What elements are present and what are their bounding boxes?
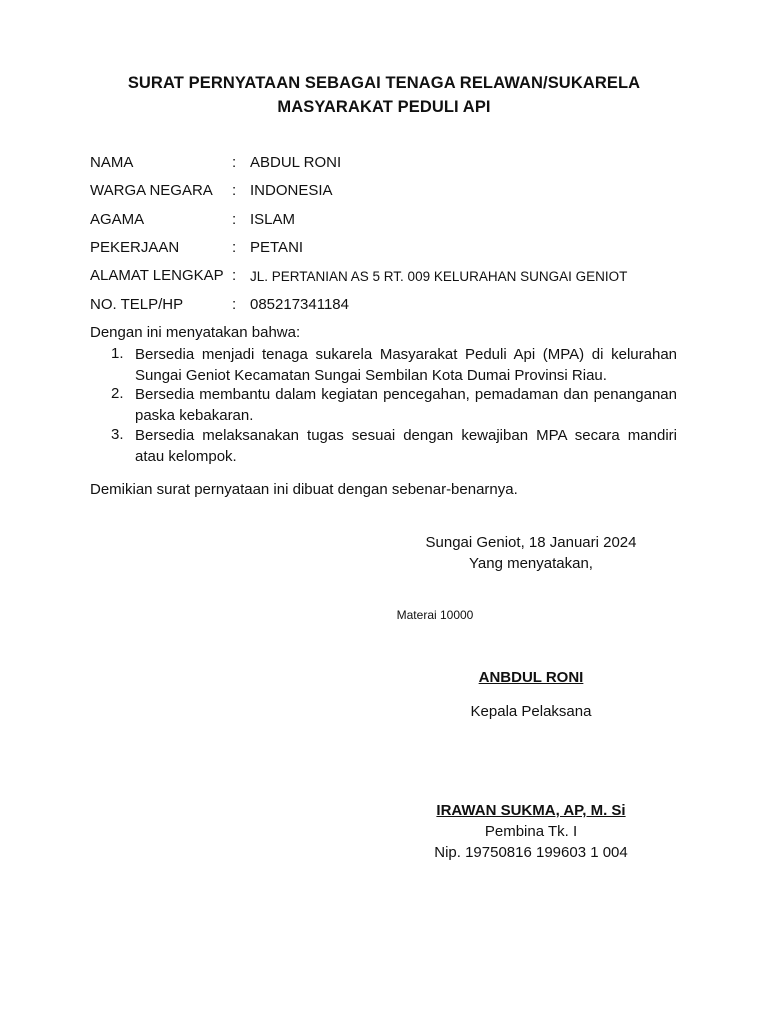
document-title-line-1: SURAT PERNYATAAN SEBAGAI TENAGA RELAWAN/SUKARELA (127, 74, 641, 92)
field-value: 085217341184 (250, 296, 349, 313)
field-value: ABDUL RONI (250, 154, 342, 171)
field-colon: : (232, 182, 237, 199)
official-rank: Pembina Tk. I (484, 823, 578, 840)
document-title-line-2: MASYARAKAT PEDULI API (277, 98, 491, 116)
list-number: 3. (111, 426, 124, 443)
closing-statement: Demikian surat pernyataan ini dibuat dengan sebenar-benarnya. (90, 481, 518, 498)
signer-name: ANBDUL RONI (478, 669, 584, 686)
field-colon: : (232, 154, 237, 171)
signer-role: Kepala Pelaksana (470, 703, 592, 720)
field-label: WARGA NEGARA (90, 182, 213, 199)
list-number: 2. (111, 385, 124, 402)
place-date: Sungai Geniot, 18 Januari 2024 (425, 534, 637, 551)
official-name: IRAWAN SUKMA, AP, M. Si (436, 802, 626, 819)
materai-stamp-label: Materai 10000 (396, 608, 474, 622)
statement-intro: Dengan ini menyatakan bahwa: (90, 324, 301, 341)
field-value: PETANI (250, 239, 304, 256)
field-label: ALAMAT LENGKAP (90, 267, 224, 284)
list-text: Bersedia menjadi tenaga sukarela Masyarakat Peduli Api (MPA) di kelurahan Sungai Geniot Kecamatan Sungai Sembilan Kota Dumai Provinsi Riau. (135, 346, 677, 384)
field-colon: : (232, 296, 237, 313)
field-value: JL. PERTANIAN AS 5 RT. 009 KELURAHAN SUNGAI GENIOT (250, 269, 628, 284)
field-value: INDONESIA (250, 182, 333, 199)
field-label: NO. TELP/HP (90, 296, 184, 313)
field-colon: : (232, 267, 237, 284)
field-colon: : (232, 239, 237, 256)
field-value: ISLAM (250, 211, 296, 228)
declarant-label: Yang menyatakan, (469, 555, 593, 572)
official-nip: Nip. 19750816 199603 1 004 (434, 844, 628, 861)
list-text: Bersedia membantu dalam kegiatan pencegahan, pemadaman dan penanganan paska kebakaran. (135, 386, 677, 424)
field-colon: : (232, 211, 237, 228)
field-label: AGAMA (90, 211, 145, 228)
field-label: NAMA (90, 154, 134, 171)
list-number: 1. (111, 345, 124, 362)
field-label: PEKERJAAN (90, 239, 180, 256)
list-text: Bersedia melaksanakan tugas sesuai dengan kewajiban MPA secara mandiri atau kelompok. (135, 427, 677, 465)
